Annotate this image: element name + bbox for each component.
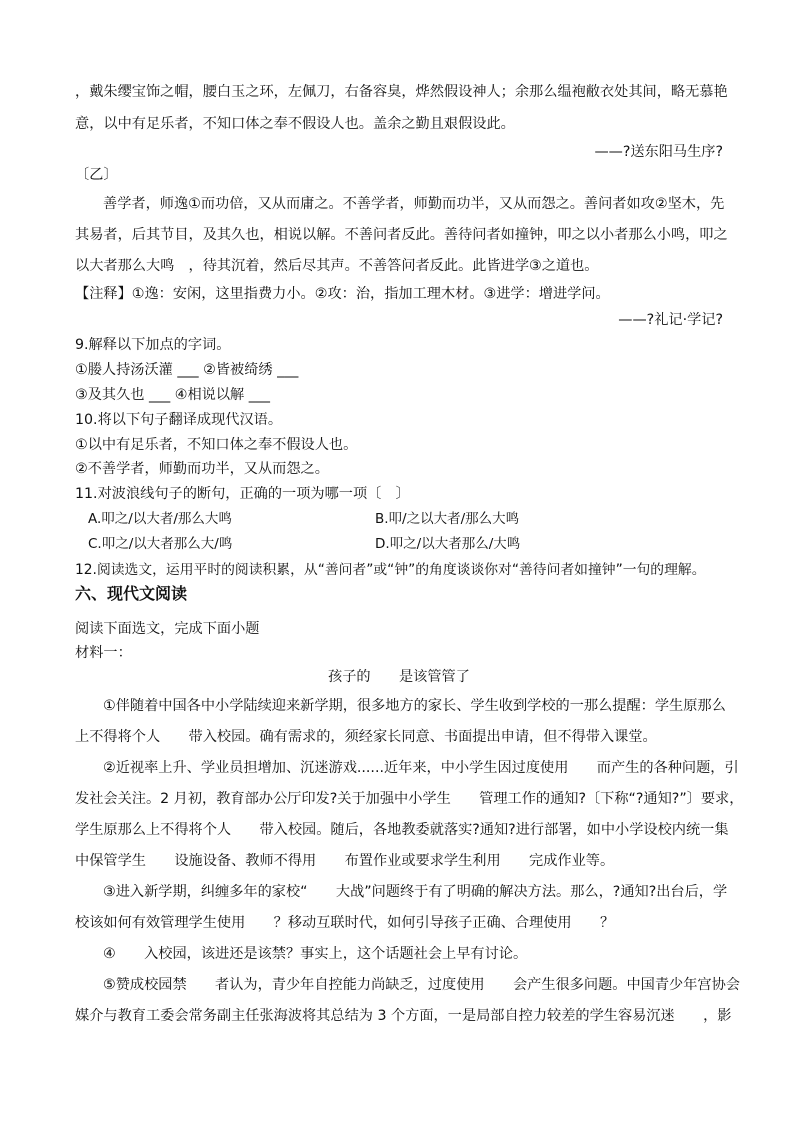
passage-jia-line-2: 意，以中有足乐者，不知口体之奉不假设人也。盖余之勤且艰假设此。 — [75, 116, 515, 132]
question-10-item-2: ②不善学者，师勤而功半，又从而怨之。 — [75, 461, 329, 477]
question-9: 9.解释以下加点的字词。 — [75, 337, 231, 353]
option-d: D.叩之/以大者那么/大鸣 — [375, 536, 521, 552]
question-9-row-2: ③及其久也 ___ ④相说以解 ___ — [75, 387, 271, 403]
paragraph-3-line-2: 校该如何有效管理学生使用 ？移动互联时代，如何引导孩子正确、合理使用 ？ — [75, 915, 615, 931]
passage-yi-line-1: 善学者，师逸①而功倍，又从而庸之。不善学者，师勤而功半，又从而怨之。善问者如攻②坚木，先 — [103, 196, 725, 212]
passage-jia-line-1: ，戴朱缨宝饰之帽，腰白玉之环，左佩刀，右备容臭，烨然假设神人；余那么缊袍敝衣处其间，略无慕艳 — [75, 84, 728, 100]
option-a: A.叩之/以大者/那么大鸣 — [88, 511, 232, 527]
paragraph-4: ④ 入校园，该进还是该禁？事实上，这个话题社会上早有讨论。 — [103, 946, 528, 962]
section-heading: 六、现代文阅读 — [75, 584, 188, 603]
passage-yi-line-2: 其易者，后其节目，及其久也，相说以解。不善问者反此。善待问者如撞钟，叩之以小者那么小鸣，叩之 — [75, 227, 728, 243]
paragraph-3-line-1: ③进入新学期，纠缠多年的家校“ 大战”问题终于有了明确的解决方法。那么，?通知?出台后，学 — [103, 884, 728, 900]
passage-yi-label: 〔乙〕 — [75, 167, 118, 183]
paragraph-2-line-1: ②近视率上升、学业员担增加、沉迷游戏......近年来，中小学生因过度使用 而产生的各种问题，引 — [103, 760, 739, 776]
paragraph-1-line-1: ①伴随着中国各中小学陆续迎来新学期，很多地方的家长、学生收到学校的一那么提醒：学生原那么 — [103, 698, 726, 714]
paragraph-5-line-2: 媒介与教育工委会常务副主任张海波将其总结为 3 个方面，一是局部自控力较差的学生容易沉迷 ，影 — [75, 1008, 732, 1024]
passage-jia-source: ——?送东阳马生序? — [594, 144, 723, 160]
reading-instruction: 阅读下面选文，完成下面小题 — [75, 621, 260, 637]
passage-yi-line-3: 以大者那么大鸣 ，待其沉着，然后尽其声。不善答问者反此。此皆进学③之道也。 — [75, 258, 599, 274]
paragraph-1-line-2: 上不得将个人 带入校园。确有需求的，须经家长同意、书面提出申请，但不得带入课堂。 — [75, 729, 657, 745]
question-12: 12.阅读选文，运用平时的阅读积累，从“善问者”或“钟”的角度谈谈你对“善待问者如撞钟”一句的理解。 — [75, 562, 706, 578]
paragraph-2-line-2: 发社会关注。2 月初，教育部办公厅印发?关于加强中小学生 管理工作的通知?〔下称“?通知?”〕要求， — [75, 791, 744, 807]
question-11: 11.对波浪线句子的断句，正确的一项为哪一项〔 〕 — [75, 486, 410, 502]
option-b: B.叩/之以大者/那么大鸣 — [375, 511, 520, 527]
option-c: C.叩之/以大者那么大/鸣 — [88, 536, 233, 552]
paragraph-5-line-1: ⑤赞成校园禁 者认为，青少年自控能力尚缺乏，过度使用 会产生很多问题。中国青少年宫协会 — [103, 977, 740, 993]
question-10-item-1: ①以中有足乐者，不知口体之奉不假设人也。 — [75, 437, 358, 453]
article-title: 孩子的 是该管管了 — [328, 669, 470, 685]
paragraph-2-line-4: 中保管学生 设施设备、教师不得用 布置作业或要求学生利用 完成作业等。 — [75, 853, 615, 869]
passage-yi-notes: 【注释】①逸：安闲，这里指费力小。②攻：治，指加工理木材。③进学：增进学问。 — [75, 286, 610, 302]
passage-yi-source: ——?礼记·学记? — [618, 312, 723, 328]
question-10: 10.将以下句子翻译成现代汉语。 — [75, 412, 283, 428]
question-9-row-1: ①媵人持汤沃灌 ___ ②皆被绮绣 ___ — [75, 362, 299, 378]
material-label: 材料一： — [75, 645, 132, 661]
paragraph-2-line-3: 学生原那么上不得将个人 带入校园。随后，各地教委就落实?通知?进行部署，如中小学设校内统一集 — [75, 822, 729, 838]
